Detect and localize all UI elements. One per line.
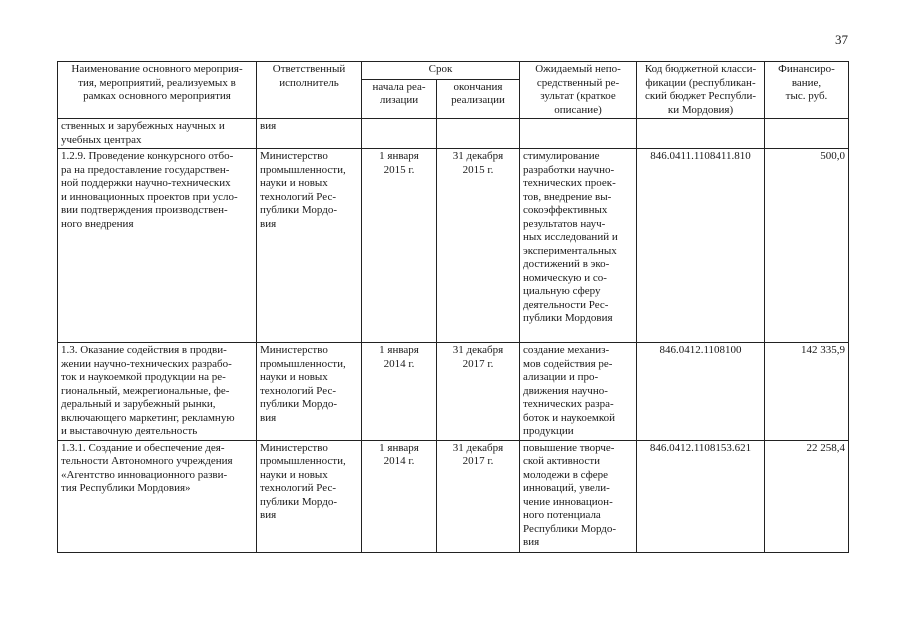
measure-end: 31 декабря 2015 г. (437, 149, 520, 343)
measure-code: 846.0411.1108411.810 (637, 149, 765, 343)
measure-code (637, 119, 765, 149)
measure-code: 846.0412.1108100 (637, 343, 765, 441)
measure-result: стимулирование разработки научно- технических проек- тов, внедрение вы- сокоэффективных результатов науч- ных исследований и экспериментальных достижений в эко- номическую и со- циальную сферу деятельности Рес- публики Мордовия (520, 149, 637, 343)
measure-executor: Министерство промышленности, науки и новых технологий Рес- публики Мордо- вия (257, 440, 362, 552)
measure-start: 1 января 2015 г. (362, 149, 437, 343)
measure-name: 1.2.9. Проведение конкурсного отбо- ра на предоставление государствен- ной поддержки научно-технических и инновационных проектов при усло- вии подтверждения производствен- ного внедрения (58, 149, 257, 343)
measure-executor: Министерство промышленности, науки и новых технологий Рес- публики Мордо- вия (257, 343, 362, 441)
measure-name: 1.3. Оказание содействия в продви- жении научно-технических разрабо- ток и наукоемкой продукции на ре- гиональный, межрегиональные, фе- деральный и зарубежный рынки, включающего маркетинг, рекламную и выставочную деятельность (58, 343, 257, 441)
measure-executor: вия (257, 119, 362, 149)
measure-name: ственных и зарубежных научных и учебных центрах (58, 119, 257, 149)
header-end: окончания реализации (437, 79, 520, 118)
measure-executor: Министерство промышленности, науки и новых технологий Рес- публики Мордо- вия (257, 149, 362, 343)
header-funding: Финансиро- вание, тыс. руб. (765, 62, 849, 119)
header-result: Ожидаемый непо- средственный ре- зультат (краткое описание) (520, 62, 637, 119)
measure-funding: 22 258,4 (765, 440, 849, 552)
header-row-1 (58, 62, 849, 80)
header-executor: Ответственный исполнитель (257, 62, 362, 119)
page-number: 37 (835, 32, 848, 47)
measures-table (57, 61, 849, 553)
table-row (58, 440, 849, 552)
measure-start: 1 января 2014 г. (362, 343, 437, 441)
measure-result: создание механиз- мов содействия ре- ализации и про- движения научно- технических разра- боток и наукоемкой продукции (520, 343, 637, 441)
header-name: Наименование основного мероприя- тия, мероприятий, реализуемых в рамках основного мероприятия (58, 62, 257, 119)
table-row (58, 119, 849, 149)
measure-result: повышение творче- ской активности молодежи в сфере инноваций, увели- чение инновацион- ного потенциала Республики Мордо- вия (520, 440, 637, 552)
measure-start: 1 января 2014 г. (362, 440, 437, 552)
header-start: начала реа- лизации (362, 79, 437, 118)
measure-funding: 142 335,9 (765, 343, 849, 441)
table-row (58, 343, 849, 441)
measure-end: 31 декабря 2017 г. (437, 440, 520, 552)
header-term: Срок (362, 62, 520, 80)
measure-result (520, 119, 637, 149)
measure-funding: 500,0 (765, 149, 849, 343)
measure-funding (765, 119, 849, 149)
measure-end (437, 119, 520, 149)
measure-name: 1.3.1. Создание и обеспечение дея- тельности Автономного учреждения «Агентство инновационного разви- тия Республики Мордовия» (58, 440, 257, 552)
measure-end: 31 декабря 2017 г. (437, 343, 520, 441)
header-code: Код бюджетной класси- фикации (республикан- ский бюджет Республи- ки Мордовия) (637, 62, 765, 119)
measure-start (362, 119, 437, 149)
measure-code: 846.0412.1108153.621 (637, 440, 765, 552)
table-row (58, 149, 849, 343)
